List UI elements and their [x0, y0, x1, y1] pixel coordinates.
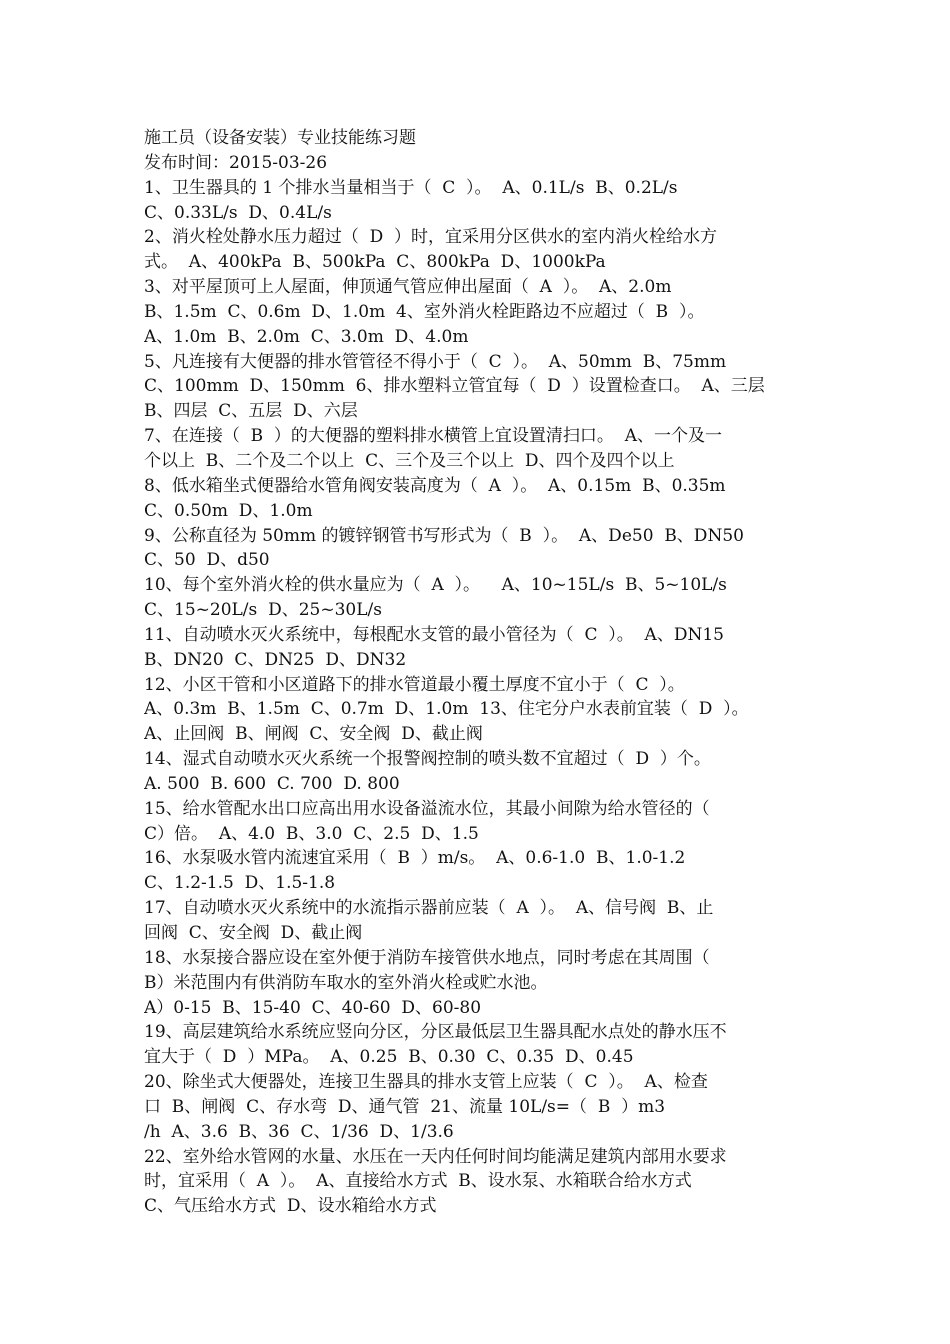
publish-date: 发布时间：2015-03-26 [144, 152, 328, 173]
text-line: 宜大于（ D ）MPa。 A、0.25 B、0.30 C、0.35 D、0.45 [144, 1047, 634, 1068]
text-line: 17、自动喷水灭火系统中的水流指示器前应装（ A ）。 A、信号阀 B、止 [144, 898, 714, 919]
text-line: 11、自动喷水灭火系统中，每根配水支管的最小管径为（ C ）。 A、DN15 [144, 624, 724, 645]
text-line: 15、给水管配水出口应高出用水设备溢流水位，其最小间隙为给水管径的（ [144, 798, 710, 819]
text-line: 5、凡连接有大便器的排水管管径不得小于（ C ）。 A、50mm B、75mm [144, 351, 727, 372]
text-line: 2、消火栓处静水压力超过（ D ）时，宜采用分区供水的室内消火栓给水方 [144, 227, 718, 248]
text-line: B）米范围内有供消防车取水的室外消火栓或贮水池。 [144, 972, 548, 993]
text-line: 个以上 B、二个及二个以上 C、三个及三个以上 D、四个及四个以上 [144, 450, 675, 471]
text-line: B、四层 C、五层 D、六层 [144, 401, 358, 422]
text-line: 回阀 C、安全阀 D、截止阀 [144, 923, 363, 943]
text-line: 时，宜采用（ A ）。 A、直接给水方式 B、设水泵、水箱联合给水方式 [144, 1171, 692, 1192]
text-line: 9、公称直径为 50mm 的镀锌钢管书写形式为（ B ）。 A、De50 B、DN50 [144, 525, 744, 546]
text-line: 16、水泵吸水管内流速宜采用（ B ）m/s。 A、0.6-1.0 B、1.0-1.2 [144, 848, 686, 869]
document-body [144, 126, 816, 1219]
document-title: 施工员（设备安装）专业技能练习题 [144, 128, 416, 148]
text-line: C、50 D、d50 [144, 550, 270, 571]
text-line: C、100mm D、150mm 6、排水塑料立管宜每（ D ）设置检查口。 A、三层 [144, 376, 765, 397]
text-line: A、止回阀 B、闸阀 C、安全阀 D、截止阀 [144, 724, 483, 745]
text-line: 19、高层建筑给水系统应竖向分区，分区最低层卫生器具配水点处的静水压不 [144, 1022, 727, 1043]
text-line: 3、对平屋顶可上人屋面，伸顶通气管应伸出屋面（ A ）。 A、2.0m [144, 277, 672, 298]
text-line: C、气压给水方式 D、设水箱给水方式 [144, 1196, 437, 1217]
text-line: A、1.0m B、2.0m C、3.0m D、4.0m [144, 326, 469, 347]
text-line: 式。 A、400kPa B、500kPa C、800kPa D、1000kPa [144, 252, 606, 273]
text-line: 20、除坐式大便器处，连接卫生器具的排水支管上应装（ C ）。 A、检查 [144, 1072, 708, 1093]
text-line: C、1.2-1.5 D、1.5-1.8 [144, 873, 336, 894]
text-line: B、1.5m C、0.6m D、1.0m 4、室外消火栓距路边不应超过（ B ）。 [144, 301, 705, 322]
text-line: 8、低水箱坐式便器给水管角阀安装高度为（ A ）。 A、0.15m B、0.35m [144, 475, 726, 496]
text-line: C、0.33L/s D、0.4L/s [144, 202, 332, 223]
text-line: C、15~20L/s D、25~30L/s [144, 600, 382, 621]
text-line: 18、水泵接合器应设在室外便于消防车接管供水地点，同时考虑在其周围（ [144, 947, 710, 968]
text-line: 12、小区干管和小区道路下的排水管道最小覆土厚度不宜小于（ C ）。 [144, 674, 685, 695]
text-line: 22、室外给水管网的水量、水压在一天内任何时间均能满足建筑内部用水要求 [144, 1146, 727, 1167]
text-line: 7、在连接（ B ）的大便器的塑料排水横管上宜设置清扫口。 A、一个及一 [144, 426, 723, 447]
text-line: A. 500 B. 600 C. 700 D. 800 [144, 773, 400, 794]
text-line: 14、湿式自动喷水灭火系统一个报警阀控制的喷头数不宜超过（ D ）个。 [144, 749, 711, 770]
text-line: A、0.3m B、1.5m C、0.7m D、1.0m 13、住宅分户水表前宜装（ D ）。 [144, 699, 749, 720]
text-line: C）倍。 A、4.0 B、3.0 C、2.5 D、1.5 [144, 823, 479, 844]
text-line: A）0-15 B、15-40 C、40-60 D、60-80 [144, 997, 482, 1018]
text-line: C、0.50m D、1.0m [144, 500, 313, 521]
text-line: 10、每个室外消火栓的供水量应为（ A ）。 A、10~15L/s B、5~10L/s [144, 575, 727, 596]
text-line: /h A、3.6 B、36 C、1/36 D、1/3.6 [144, 1121, 454, 1142]
text-line: B、DN20 C、DN25 D、DN32 [144, 649, 407, 670]
text-line: 口 B、闸阀 C、存水弯 D、通气管 21、流量 10L/s=（ B ）m3 [144, 1096, 666, 1117]
text-line: 1、卫生器具的 1 个排水当量相当于（ C ）。 A、0.1L/s B、0.2L/s [144, 177, 678, 198]
